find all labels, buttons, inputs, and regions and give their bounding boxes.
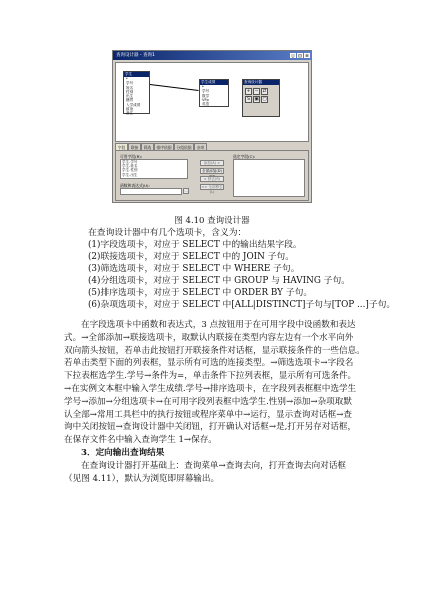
list-item: (4)分组选项卡，对应于 SELECT 中 GROUP 与 HAVING 子句。 xyxy=(88,276,351,286)
window-title: 查询设计器 - 查询1 xyxy=(116,53,155,58)
maximize-pane-icon[interactable]: ▢ xyxy=(262,97,267,102)
table-design-area xyxy=(115,62,309,142)
list-item: (2)联接选项卡，对应于 SELECT 中的 JOIN 子句。 xyxy=(88,252,295,262)
selected-fields-list[interactable] xyxy=(233,159,305,197)
paragraph-line: 在字段选项卡中函数和表达式，3 点按钮用于在可用字段中设函数和表达 xyxy=(81,320,356,330)
output-icon[interactable]: ▣ xyxy=(254,97,259,102)
sql-icon[interactable]: S xyxy=(245,96,252,103)
paragraph-line: 若单击类型下面的列表框，显示所有可选的连接类型。→筛选选项卡→字段名 xyxy=(64,358,354,369)
tab-misc[interactable]: 杂项 xyxy=(194,143,207,150)
field-item[interactable]: * xyxy=(126,77,128,81)
remove-table-icon[interactable]: − xyxy=(254,89,259,94)
window-titlebar xyxy=(113,51,311,60)
add-table-icon[interactable]: + xyxy=(246,89,251,94)
paragraph-body xyxy=(64,319,365,485)
field-item[interactable]: 备注 xyxy=(126,111,134,116)
list-item: (6)杂项选项卡，对应于 SELECT 中[ALL|DISTINCT]子句与[TOP ...]子句。 xyxy=(88,300,396,310)
query-designer-toolbar xyxy=(242,79,280,117)
list-item[interactable]: 学生.学号 xyxy=(122,160,138,164)
remove-button[interactable]: < 移去(R) xyxy=(200,176,224,182)
field-item[interactable]: 英语 xyxy=(202,102,210,107)
list-item: (5)排序选项卡，对应于 SELECT 中 ORDER BY 子句。 xyxy=(88,288,313,298)
field-item[interactable]: 政治 xyxy=(126,107,134,112)
list-item[interactable]: 学生.性别 xyxy=(122,168,138,173)
paragraph-line: （见图 4.11），默认为浏览即屏幕输出。 xyxy=(64,473,220,484)
table-students[interactable] xyxy=(123,71,150,114)
selected-fields-label: 选定字段(C): xyxy=(233,154,256,159)
query-designer-screenshot xyxy=(112,50,312,203)
list-item[interactable]: 学生.出生 xyxy=(122,172,138,177)
minimize-icon[interactable]: _ xyxy=(292,52,294,58)
paragraph-line: 询中关闭按钮→查询设计器中关闭钮，打开确认对话框→是,打开另存对话框， xyxy=(64,422,357,433)
tab-fields[interactable]: 字段 xyxy=(115,143,128,150)
maximize-icon[interactable]: □ xyxy=(298,52,302,58)
field-item[interactable]: VFp xyxy=(202,97,209,102)
section-heading: 3．定向输出查询结果 xyxy=(81,447,165,458)
close-icon[interactable]: × xyxy=(305,52,309,58)
join-line[interactable] xyxy=(150,84,199,91)
add-all-button[interactable]: 全部添加(D) xyxy=(200,168,224,174)
paragraph-line: 在查询设计器打开基础上：查询菜单→查询去向，打开查询去向对话框 xyxy=(81,460,347,471)
paragraph-line: 式。→全部添加→联接选项卡，取默认内联接在类型内容左边有一个水平向外 xyxy=(64,332,354,343)
field-item[interactable]: 姓名 xyxy=(126,85,134,90)
table-scores-header: 学生成绩 xyxy=(200,80,228,85)
fields-tab-panel xyxy=(115,150,309,201)
field-item[interactable]: 学号 xyxy=(126,81,134,86)
remove-all-button[interactable]: << 全部移去(L) xyxy=(201,185,223,194)
field-item[interactable]: 数学 xyxy=(202,93,210,98)
field-item[interactable]: 籍贯 xyxy=(126,98,134,103)
field-item[interactable]: 性别 xyxy=(126,89,134,94)
expression-label: 函数和表达式(U): xyxy=(120,183,150,188)
tab-group-by[interactable]: 分组依据 xyxy=(174,143,194,150)
table-students-header: 学生 xyxy=(124,72,149,77)
paragraph-line: 学号→添加→分组选项卡→在可用字段列表框中选学生.性别→添加→杂项取默 xyxy=(64,396,352,407)
paragraph-line: 双向箭头按钮，若单击此按钮打开联接条件对话框，显示联接条件的一些信息。 xyxy=(64,345,365,356)
tab-filter[interactable]: 筛选 xyxy=(141,143,154,150)
paragraph-line: 认全部→常用工具栏中的执行按钮或程序菜单中→运行，显示查询对话框→查 xyxy=(64,409,353,420)
join-icon[interactable]: ⇄ xyxy=(262,89,267,94)
expression-builder-button[interactable]: … xyxy=(184,189,188,193)
add-button[interactable]: 添加(A) > xyxy=(200,160,224,166)
field-item[interactable]: 学号 xyxy=(202,89,210,94)
toolbar-title: 查询设计器 xyxy=(243,80,279,85)
paragraph-line: 下拉表框选学生.学号→条件为=，单击条件下拉列表框，显示所有可选条件。 xyxy=(64,371,357,382)
list-item[interactable]: 学生.姓名 xyxy=(122,164,138,169)
list-item: (1)字段选项卡，对应于 SELECT 中的输出结果字段。 xyxy=(88,240,302,250)
expression-input[interactable] xyxy=(120,188,182,195)
available-fields-label: 可用字段(R): xyxy=(120,154,143,159)
figure-caption: 图 4.10 查询设计器 xyxy=(174,216,250,226)
intro-text: 在查询设计器中有几个选项卡，含义为： xyxy=(88,228,247,238)
field-item[interactable]: 出生 xyxy=(126,94,134,99)
paragraph-line: →在实例文本框中输入学生成绩.学号→排序选项卡，在字段列表框框中选学生 xyxy=(64,383,357,394)
tab-order-by[interactable]: 排序依据 xyxy=(154,143,174,150)
available-fields-list[interactable] xyxy=(120,159,188,179)
list-item: (3)筛选选项卡，对应于 SELECT 中 WHERE 子句。 xyxy=(88,264,300,274)
tab-join[interactable]: 联接 xyxy=(128,143,141,150)
field-item[interactable]: 入学成绩 xyxy=(126,102,141,107)
paragraph-line: 在保存文件名中输入查询学生 1→保存。 xyxy=(64,435,217,446)
table-scores[interactable] xyxy=(199,79,229,107)
field-item[interactable]: * xyxy=(202,85,204,89)
